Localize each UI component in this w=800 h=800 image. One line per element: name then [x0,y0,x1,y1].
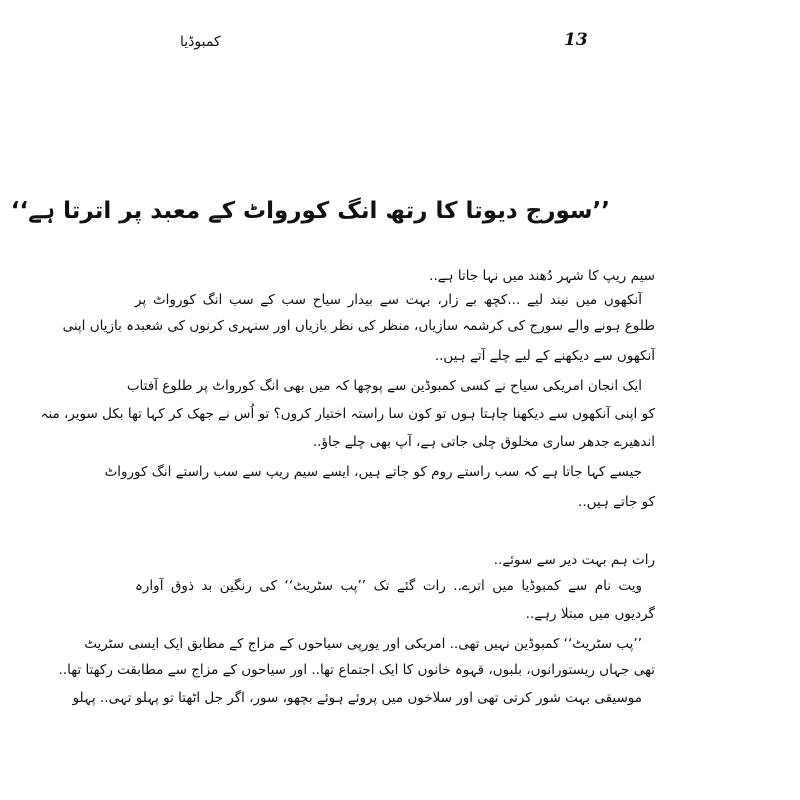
body-line-3: طلوع ہونے والے سورج کی کرشمہ سازیاں، منظر کی نظر بازیاں اور سنہری کرنوں کی شعبدہ بازیاں اپنی [62,318,655,334]
page-number: 13 [564,30,588,50]
body-line-4: آنکھوں سے دیکھنے کے لیے چلے آتے ہیں.. [434,348,655,364]
body-line-2: آنکھوں میں نیند لیے ...کچھ بے زار، بہت سے بیدار سیاح سب کے سب انگ کورواٹ پر [135,292,642,308]
body-line-10: رات ہم بہت دیر سے سوئے.. [493,552,655,568]
body-line-13: ’’پب سٹریٹ‘‘ کمبوڈین نہیں تھی.. امریکی اور یورپی سیاحوں کے مزاج کے مطابق ایک ایسی سٹریٹ [84,636,642,652]
running-header: کمبوڈیا [180,34,221,50]
body-line-6: کو اپنی آنکھوں سے دیکھنا چاہتا ہوں تو کون سا راستہ اختیار کروں؟ تو اُس نے جھک کر کہا تھا بکل سویر، منہ [40,406,655,422]
body-line-15: موسیقی بہت شور کرتی تھی اور سلاخوں میں پروئے ہوئے بچھو، سور، اگر جل اٹھتا تو پہلو تہی.. پہلو [72,690,642,706]
body-line-11: ویت نام سے کمبوڈیا میں اترے.. رات گئے تک ’’پب سٹریٹ‘‘ کی رنگین بد ذوق آوارہ [135,578,642,594]
body-line-1: سیم ریپ کا شہر دُھند میں نہا جاتا ہے.. [429,268,655,284]
body-line-5: ایک انجان امریکی سیاح نے کسی کمبوڈین سے پوچھا کہ میں بھی انگ کورواٹ پر طلوع آفتاب [126,378,642,394]
body-line-7: اندھیرے جدھر ساری مخلوق چلی جاتی ہے، آپ بھی چلے جاؤ.. [312,434,655,450]
body-line-14: تھی جہاں ریستورانوں، بلبوں، قہوہ خانوں کا ایک اجتماع تھا.. اور سیاحوں کے مزاج سے مطابقت رکھتا تھا.. [58,662,655,678]
chapter-title: ’’سورج دیوتا کا رتھ انگ کورواٹ کے معبد پر اترتا ہے‘‘ [10,198,610,224]
body-line-8: جیسے کہا جاتا ہے کہ سب راستے روم کو جاتے ہیں، ایسے سیم ریپ سے سب راستے انگ کورواٹ [104,464,642,480]
body-line-12: گردیوں میں مبتلا رہے.. [525,606,655,622]
body-line-9: کو جاتے ہیں.. [578,494,655,510]
